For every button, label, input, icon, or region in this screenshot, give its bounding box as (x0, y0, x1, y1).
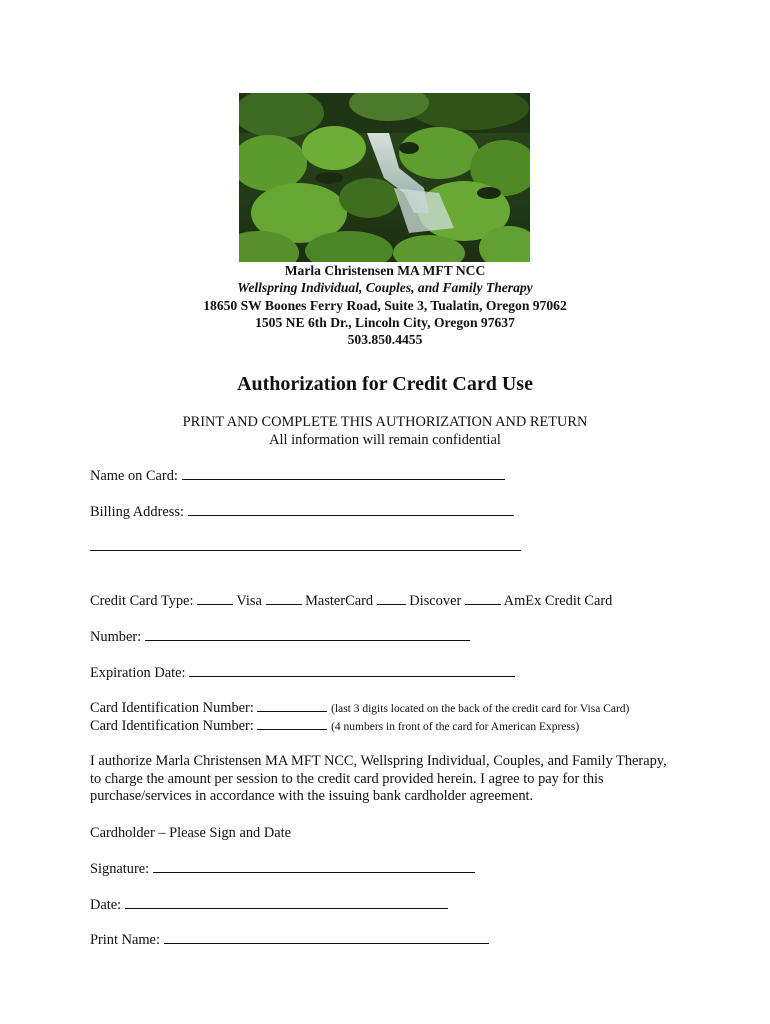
date-row (90, 896, 448, 914)
print-name-label: Print Name: (90, 932, 160, 948)
confidential-note: All information will remain confidential (269, 432, 501, 448)
address-tualatin: 18650 SW Boones Ferry Road, Suite 3, Tualatin, Oregon 97062 (203, 297, 567, 313)
instruction-text: PRINT AND COMPLETE THIS AUTHORIZATION AND RETURN (182, 414, 588, 430)
expiration-date-row (90, 664, 515, 682)
print-name-row (90, 931, 489, 949)
amex-option-label: AmEx Credit Card (503, 593, 613, 609)
name-on-card-row (90, 467, 505, 485)
signature-field[interactable] (153, 860, 475, 873)
mastercard-check-field[interactable] (266, 592, 302, 605)
visa-option-label: Visa (236, 593, 262, 609)
address-lincoln-city: 1505 NE 6th Dr., Lincoln City, Oregon 97637 (255, 314, 515, 330)
amex-check-field[interactable] (465, 592, 501, 605)
cin-amex-label: Card Identification Number: (90, 718, 254, 734)
card-number-label: Number: (90, 629, 142, 645)
cin-visa-field[interactable] (257, 699, 327, 712)
date-field[interactable] (125, 896, 448, 909)
cin-visa-label: Card Identification Number: (90, 700, 254, 716)
cin-visa-row (90, 699, 629, 718)
name-on-card-field[interactable] (182, 467, 505, 480)
phone-number: 503.850.4455 (347, 332, 423, 348)
form-title: Authorization for Credit Card Use (237, 373, 533, 395)
billing-address-row (90, 503, 514, 521)
print-name-field[interactable] (164, 931, 489, 944)
cin-amex-row (90, 717, 579, 736)
authorization-statement: I authorize Marla Christensen MA MFT NCC, Wellspring Individual, Couples, and Family Therapy, to charge the amount per session to the credit card provided herein. I agree to pay for this purchase/services in accordance with the issuing bank cardholder agreement. (90, 753, 667, 805)
signature-row (90, 860, 475, 878)
card-number-field[interactable] (145, 628, 470, 641)
card-number-row (90, 628, 470, 646)
cin-visa-note: (last 3 digits located on the back of the credit card for Visa Card) (331, 703, 630, 715)
visa-check-field[interactable] (197, 592, 233, 605)
date-label: Date: (90, 897, 122, 913)
letterhead (0, 262, 770, 348)
cin-amex-note: (4 numbers in front of the card for American Express) (331, 721, 580, 733)
expiration-date-label: Expiration Date: (90, 665, 186, 681)
cardholder-heading: Cardholder – Please Sign and Date (90, 825, 292, 841)
billing-address-field[interactable] (188, 503, 514, 516)
billing-address-line-2-field[interactable] (90, 538, 521, 551)
expiration-date-field[interactable] (189, 664, 515, 677)
card-type-row (90, 592, 612, 610)
billing-address-line-2-row (90, 538, 521, 556)
practitioner-name: Marla Christensen MA MFT NCC (284, 263, 486, 278)
practice-name: Wellspring Individual, Couples, and Family Therapy (237, 280, 533, 296)
card-type-label: Credit Card Type: (90, 593, 194, 609)
mastercard-option-label: MasterCard (305, 593, 374, 609)
discover-check-field[interactable] (377, 592, 406, 605)
waterfall-photo (239, 93, 530, 262)
discover-option-label: Discover (409, 593, 462, 609)
signature-label: Signature: (90, 861, 150, 877)
cin-amex-field[interactable] (257, 717, 327, 730)
name-on-card-label: Name on Card: (90, 468, 178, 484)
billing-address-label: Billing Address: (90, 504, 184, 520)
